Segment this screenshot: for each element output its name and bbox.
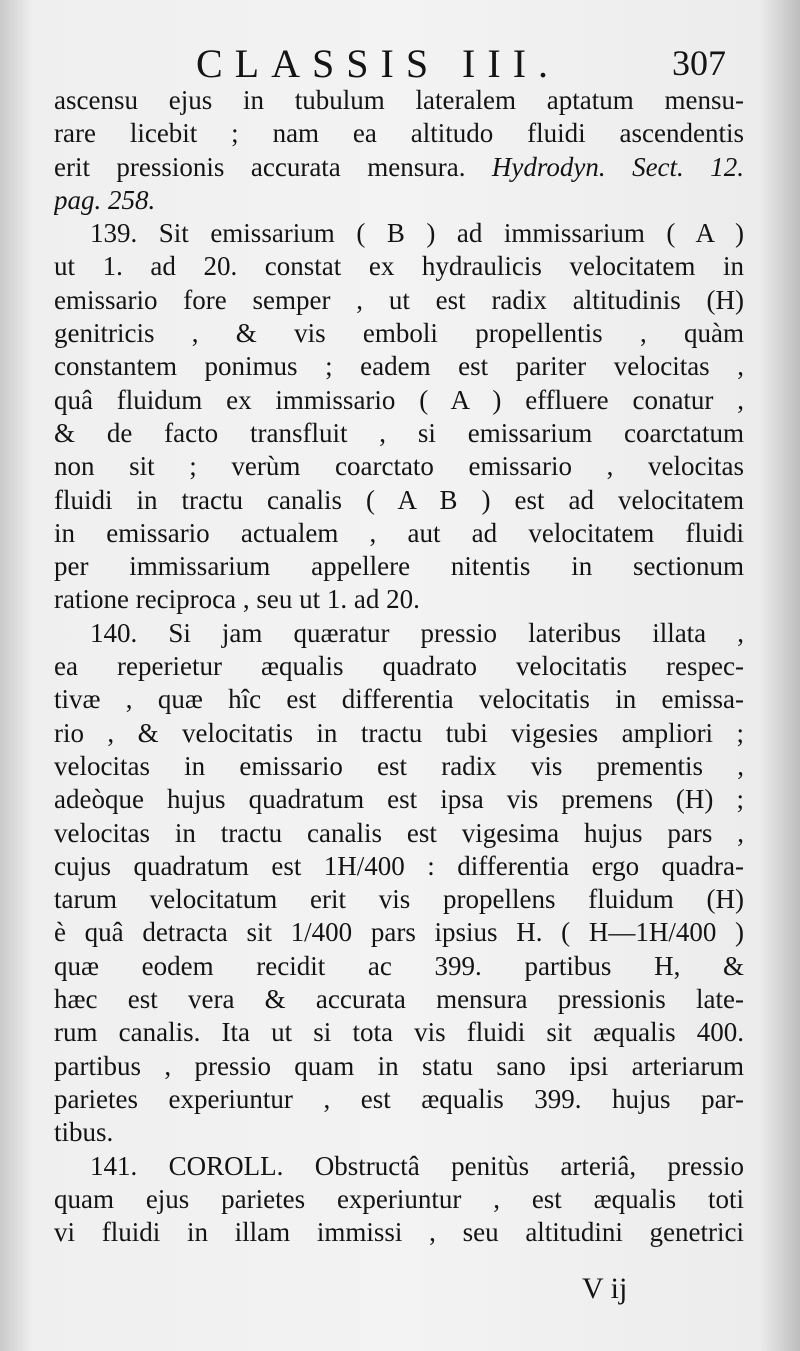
- text-line: & de facto transfluit , si emissarium coarctatum: [54, 417, 744, 448]
- signature-mark: V ij: [582, 1272, 628, 1305]
- text-line: in emissario actualem , aut ad velocitatem fluidi: [54, 517, 744, 548]
- text-line: ratione reciproca , seu ut 1. ad 20.: [54, 584, 420, 615]
- text-line: velocitas in tractu canalis est vigesima hujus pars ,: [54, 817, 744, 848]
- page-header: [0, 40, 800, 90]
- text-line: quæ eodem recidit ac 399. partibus H, &: [54, 950, 744, 981]
- text-line: 139. Sit emissarium ( B ) ad immissarium ( A ): [90, 218, 744, 249]
- text-line: quam ejus parietes experiuntur , est æqualis toti: [54, 1183, 744, 1214]
- text-line: tibus.: [54, 1117, 114, 1148]
- text-line: constantem ponimus ; eadem est pariter velocitas ,: [54, 351, 744, 382]
- text-line: partibus , pressio quam in statu sano ipsi arteriarum: [54, 1050, 744, 1081]
- text-line: genitricis , & vis emboli propellentis , quàm: [54, 318, 744, 349]
- body-text: [54, 84, 744, 1249]
- text-line: adeòque hujus quadratum est ipsa vis premens (H) ;: [54, 784, 744, 815]
- text-line: per immissarium appellere nitentis in sectionum: [54, 551, 744, 582]
- text-line: pag. 258.: [54, 184, 156, 215]
- page-number: 307: [672, 43, 726, 83]
- text-line: ut 1. ad 20. constat ex hydraulicis velocitatem in: [54, 251, 744, 282]
- text-line: è quâ detracta sit 1/400 pars ipsius H. ( H—1H/400 ): [54, 917, 744, 948]
- text-line: quâ fluidum ex immissario ( A ) effluere conatur ,: [54, 384, 744, 415]
- text-line: emissario fore semper , ut est radix altitudinis (H): [54, 284, 744, 315]
- text-line: 141. COROLL. Obstructâ penitùs arteriâ, pressio: [90, 1150, 744, 1181]
- text-line: ascensu ejus in tubulum lateralem aptatum mensu-: [54, 85, 744, 115]
- running-title: CLASSIS III.: [196, 41, 561, 86]
- text-line: fluidi in tractu canalis ( A B ) est ad velocitatem: [54, 484, 744, 515]
- text-line: ea reperietur æqualis quadrato velocitatis respec-: [54, 651, 744, 682]
- text-line: cujus quadratum est 1H/400 : differentia ergo quadra-: [54, 850, 744, 881]
- text-line: non sit ; verùm coarctato emissario , velocitas: [54, 451, 744, 482]
- text-line: parietes experiuntur , est æqualis 399. hujus par-: [54, 1083, 744, 1114]
- text-line: hæc est vera & accurata mensura pressionis late-: [54, 984, 744, 1015]
- text-line: rare licebit ; nam ea altitudo fluidi ascendentis: [54, 118, 744, 149]
- text-line: velocitas in emissario est radix vis prementis ,: [54, 750, 744, 781]
- text-line: rum canalis. Ita ut si tota vis fluidi sit æqualis 400.: [54, 1017, 744, 1048]
- text-line: tarum velocitatum erit vis propellens fluidum (H): [54, 884, 744, 915]
- text-line: tivæ , quæ hîc est differentia velocitatis in emissa-: [54, 684, 744, 715]
- text-line: rio , & velocitatis in tractu tubi vigesies ampliori ;: [54, 717, 744, 748]
- text-line: erit pressionis accurata mensura. Hydrodyn. Sect. 12.: [54, 151, 744, 182]
- text-line: vi fluidi in illam immissi , seu altitudini genetrici: [54, 1217, 744, 1248]
- text-line: 140. Si jam quæratur pressio lateribus illata ,: [90, 617, 744, 648]
